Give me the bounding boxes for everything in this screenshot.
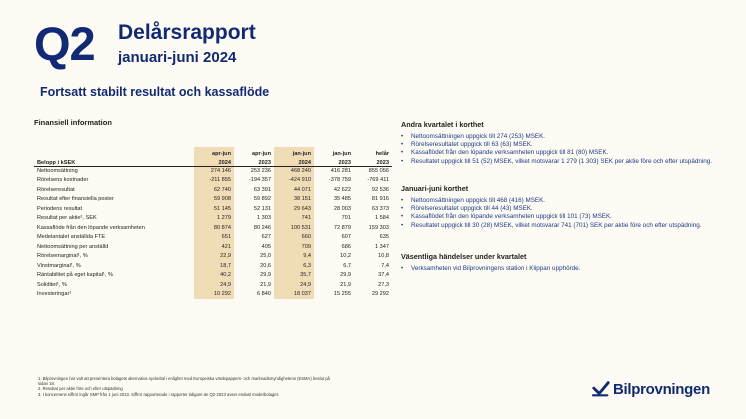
table-cell: 9,4 (274, 252, 314, 262)
table-cell: 42 622 (333, 186, 351, 193)
table-row (34, 261, 392, 271)
table-cell: 24,9 (194, 280, 234, 290)
table-cell: 81 916 (371, 196, 389, 203)
table-cell: 37,4 (378, 272, 389, 279)
table-row (34, 195, 392, 205)
table-cell: 855 056 (368, 168, 389, 174)
table-cell: 18,7 (194, 261, 234, 271)
list-item: • Resultatet uppgick till 51 (52) MSEK, vilket motsvarar 1 279 (1 303) SEK per aktie före och efter utspädning. (401, 158, 731, 166)
footnote: 2. Resultat per aktie före och efter utspädning (38, 386, 123, 392)
table-cell: 18 037 (274, 290, 314, 300)
list-item: • Rörelseresultatet uppgick till 63 (63) MSEK. (401, 141, 731, 149)
table-cell: 607 (341, 234, 351, 241)
list-item: • Kassaflödet från den löpande verksamheten uppgick till 81 (80) MSEK. (401, 149, 731, 157)
table-cell: 29,9 (340, 272, 351, 279)
col-year: 2023 (354, 157, 392, 167)
table-cell: 92 536 (371, 186, 389, 193)
table-cell: 6,3 (274, 261, 314, 271)
row-label: Kassaflöde från den löpande verksamheten (37, 224, 145, 231)
col-year: 2024 (274, 157, 314, 167)
table-cell: 44 071 (274, 185, 314, 195)
row-label: Resultat per aktie², SEK (37, 215, 97, 222)
bilprovningen-logo (592, 380, 710, 398)
table-cell: 22,9 (194, 252, 234, 262)
halfyear-summary (401, 184, 731, 230)
table-cell: 40,2 (194, 271, 234, 281)
table-cell: 100 531 (274, 223, 314, 233)
table-cell: 274 146 (194, 166, 234, 176)
table-row (34, 185, 392, 195)
table-cell: -378 759 (328, 177, 351, 184)
list-item: • Nettoomsättningen uppgick till 468 (416) MSEK. (401, 197, 731, 205)
table-row (34, 280, 392, 290)
events-summary (401, 252, 731, 273)
col-period: jan-jun (332, 150, 351, 157)
table-cell: 416 281 (330, 168, 351, 174)
table-cell: 25,0 (260, 253, 271, 260)
table-cell: 24,9 (274, 280, 314, 290)
row-label: Vinstmarginal¹, % (37, 262, 81, 269)
table-cell: 10,8 (378, 253, 389, 260)
table-cell: 29 643 (274, 204, 314, 214)
table-cell: 80 874 (194, 223, 234, 233)
col-period: jan-jun (274, 147, 314, 157)
table-cell: 35,7 (274, 271, 314, 281)
brand-name: Bilprovningen (613, 380, 710, 398)
table-row (34, 166, 392, 176)
table-cell: 159 303 (368, 224, 389, 231)
table-row (34, 242, 392, 252)
footnote: 1. Bilprovningen har valt att presentera bolagets alternativa nyckeltal i enlighet med Europeiska värdepappers- och marknadsmyndighetens (ESMA) beslut på sidan 18. (38, 376, 330, 387)
table-row (34, 223, 392, 233)
row-label: Soliditet¹, % (37, 281, 67, 288)
table-cell: 709 (274, 242, 314, 252)
table-cell: 686 (341, 243, 351, 250)
footnotes (38, 376, 338, 397)
quarter-summary (401, 120, 731, 166)
table-row (34, 252, 392, 262)
table-cell: 35 485 (333, 196, 351, 203)
table-cell: 635 (379, 234, 389, 241)
table-cell: 1 584 (375, 215, 389, 222)
table-cell: 468 240 (274, 166, 314, 176)
table-cell: 29 292 (371, 291, 389, 298)
table-cell: -769 411 (367, 177, 389, 184)
row-label: Räntabilitet på eget kapital¹, % (37, 272, 113, 279)
table-cell: 741 (274, 214, 314, 224)
table-cell: 51 145 (194, 204, 234, 214)
table-cell: 21,9 (340, 281, 351, 288)
report-title: Delårsrapport (118, 21, 256, 44)
table-cell: 421 (194, 242, 234, 252)
table-cell: 7,4 (381, 262, 389, 269)
table-cell: 59 908 (194, 195, 234, 205)
row-label: Medelantalet anställda FTE (37, 234, 106, 241)
quarter-badge: Q2 (34, 17, 95, 70)
report-period: januari-juni 2024 (118, 49, 237, 66)
table-cell: 20,6 (260, 262, 271, 269)
halfyear-summary-list (401, 197, 731, 230)
table-row (34, 176, 392, 186)
table-cell: 1 303 (257, 215, 271, 222)
col-year: 2023 (314, 157, 354, 167)
list-item: • Nettoomsättningen uppgick till 274 (253) MSEK. (401, 133, 731, 141)
table-cell: 59 892 (253, 196, 271, 203)
table-row (34, 204, 392, 214)
events-summary-title: Väsentliga händelser under kvartalet (401, 252, 527, 261)
table-label-header: Belopp i kSEK (34, 147, 194, 166)
col-year: 2023 (234, 157, 274, 167)
table-cell: 80 246 (253, 224, 271, 231)
check-shield-icon (592, 380, 610, 398)
table-cell: 28 003 (333, 205, 351, 212)
table-row (34, 214, 392, 224)
table-row (34, 271, 392, 281)
row-label: Nettoomsättning (37, 168, 78, 174)
financial-title: Finansiell information (34, 118, 112, 127)
table-cell: 405 (261, 243, 271, 250)
row-label: Periodens resultat (37, 205, 83, 212)
table-cell: 253 236 (250, 168, 271, 174)
row-label: Rörelseresultat (37, 186, 75, 193)
table-cell: 38 151 (274, 195, 314, 205)
col-period: helår (375, 150, 389, 157)
list-item: • Kassaflödet från den löpande verksamheten uppgick till 101 (73) MSEK. (401, 213, 731, 221)
list-item: • Resultatet uppgick till 30 (28) MSEK, vilket motsvarar 741 (701) SEK per aktie före och efter utspädning. (401, 222, 731, 230)
table-cell: -211 855 (194, 176, 234, 186)
row-label: Rörelsemarginal¹, % (37, 253, 88, 260)
quarter-summary-title: Andra kvartalet i korthet (401, 120, 484, 129)
table-cell: 21,9 (260, 281, 271, 288)
row-label: Investeringar¹ (37, 291, 72, 298)
table-cell: 1 279 (194, 214, 234, 224)
table-cell: -194 357 (248, 177, 271, 184)
table-row (34, 290, 392, 300)
table-cell: 27,3 (378, 281, 389, 288)
col-period: apr-jun (252, 150, 271, 157)
table-cell: 6 840 (257, 291, 271, 298)
table-cell: 10,2 (340, 253, 351, 260)
table-cell: 701 (341, 215, 351, 222)
col-year: 2024 (194, 157, 234, 167)
quarter-summary-list (401, 133, 731, 166)
list-item: • Verksamheten vid Bilprovningens station i Klippan upphörde. (401, 265, 731, 273)
table-cell: 62 740 (194, 185, 234, 195)
table-cell: 627 (261, 234, 271, 241)
row-label: Nettoomsättning per anställd (37, 243, 109, 250)
table-cell: 63 391 (253, 186, 271, 193)
footnote: 3. I koncernens siffror ingår SMP från 1 juni 2023. Siffror rapporterade i rapporter tidigare än Q2-2023 avser endast moderbolaget. (38, 391, 279, 397)
table-cell: 52 131 (253, 205, 271, 212)
table-cell: 660 (274, 233, 314, 243)
row-label: Resultat efter finansiella poster (37, 196, 114, 203)
events-summary-list (401, 265, 731, 273)
col-period: apr-jun (194, 147, 234, 157)
row-label: Rörelsens kostnader (37, 177, 89, 184)
list-item: • Rörelseresultatet uppgick till 44 (43) MSEK. (401, 205, 731, 213)
halfyear-summary-title: Januari-juni korthet (401, 184, 469, 193)
table-cell: 29,9 (260, 272, 271, 279)
table-cell: 63 373 (371, 205, 389, 212)
table-cell: 72 879 (333, 224, 351, 231)
table-cell: 15 255 (333, 291, 351, 298)
table-cell: 6,7 (343, 262, 351, 269)
table-cell: -424 910 (274, 176, 314, 186)
page-subtitle: Fortsatt stabilt resultat och kassaflöde (40, 85, 270, 99)
table-cell: 1 347 (375, 243, 389, 250)
table-cell: 651 (194, 233, 234, 243)
financial-table (34, 147, 392, 299)
table-cell: 10 292 (194, 290, 234, 300)
table-row (34, 233, 392, 243)
